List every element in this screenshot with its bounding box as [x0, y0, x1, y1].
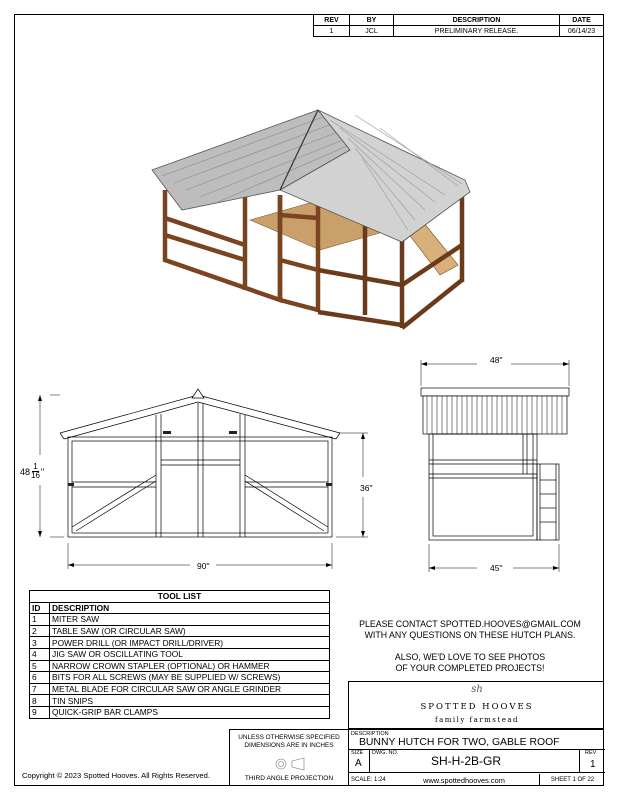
tool-description: NARROW CROWN STAPLER (OPTIONAL) OR HAMMER: [50, 660, 330, 672]
rev-cell: JCL: [350, 26, 394, 37]
tool-id: 8: [30, 695, 50, 707]
side-roof: [423, 396, 567, 434]
rev-cell: 06/14/23: [560, 26, 604, 37]
front-roof-line: [60, 395, 340, 433]
rev-header-description: DESCRIPTION: [394, 15, 560, 26]
drawing-size: A: [355, 758, 362, 769]
title-block: [348, 729, 604, 786]
tool-id: 3: [30, 637, 50, 649]
side-body: [429, 434, 537, 540]
tool-row: [30, 672, 330, 684]
tool-description: METAL BLADE FOR CIRCULAR SAW OR ANGLE GRINDER: [50, 683, 330, 695]
contact-line: WITH ANY QUESTIONS ON THESE HUTCH PLANS.: [364, 630, 576, 640]
isometric-view: [140, 100, 480, 340]
ramp-right: [245, 475, 328, 527]
tool-row: [30, 648, 330, 660]
rev-row: [314, 26, 604, 37]
contact-line: PLEASE CONTACT SPOTTED.HOOVES@GMAIL.COM: [359, 619, 581, 629]
tool-list-table: [29, 590, 330, 719]
rev-cell: PRELIMINARY RELEASE.: [394, 26, 560, 37]
spec-line: UNLESS OTHERWISE SPECIFIED: [238, 734, 340, 741]
logo-box: [348, 681, 604, 729]
tool-description: POWER DRILL (OR IMPACT DRILL/DRIVER): [50, 637, 330, 649]
tool-id: 4: [30, 648, 50, 660]
tool-id: 9: [30, 706, 50, 718]
dim-side-depth: 45": [490, 563, 503, 573]
size-label: SIZE: [351, 750, 364, 756]
rev-header-date: DATE: [560, 15, 604, 26]
tool-description: TABLE SAW (OR CIRCULAR SAW): [50, 625, 330, 637]
logo-tagline: family farmstead: [434, 716, 519, 724]
logo-name: SPOTTED HOOVES: [420, 702, 534, 712]
desc-label: DESCRIPTION: [351, 731, 389, 737]
tool-row: [30, 614, 330, 626]
third-angle-projection-icon: [274, 757, 306, 771]
tool-row: [30, 706, 330, 718]
website: www.spottedhooves.com: [423, 775, 505, 785]
tool-id: 1: [30, 614, 50, 626]
ramp-left: [72, 475, 156, 527]
tool-description: TIN SNIPS: [50, 695, 330, 707]
rev-header-by: BY: [350, 15, 394, 26]
sheet-number: SHEET 1 OF 22: [539, 774, 605, 786]
contact-note: [340, 619, 600, 674]
side-elevation-view: [415, 348, 575, 580]
tool-col-desc: DESCRIPTION: [50, 602, 330, 614]
tool-id: 2: [30, 625, 50, 637]
dwg-label: DWG. NO.: [372, 750, 399, 756]
spec-box: [229, 729, 349, 786]
scale-label: SCALE: 1:24: [351, 777, 386, 783]
drawing-description: BUNNY HUTCH FOR TWO, GABLE ROOF: [359, 737, 560, 748]
dim-height-unit: ": [40, 466, 45, 477]
rev-label: REV: [585, 750, 597, 756]
rev-cell: 1: [314, 26, 350, 37]
dim-front-height: [20, 463, 44, 480]
drawing-rev: 1: [590, 759, 596, 770]
tool-row: [30, 625, 330, 637]
tool-description: BITS FOR ALL SCREWS (MAY BE SUPPLIED W/ SCREWS): [50, 672, 330, 684]
tool-row: [30, 637, 330, 649]
front-elevation-view: [20, 385, 390, 585]
dim-wall-height: 36": [360, 483, 373, 493]
contact-line: ALSO, WE'D LOVE TO SEE PHOTOS: [394, 652, 546, 662]
tool-col-id: ID: [30, 602, 50, 614]
tool-list-title: TOOL LIST: [30, 591, 330, 603]
tool-description: JIG SAW OR OSCILLATING TOOL: [50, 648, 330, 660]
drawing-number: SH-H-2B-GR: [431, 754, 502, 768]
dim-height-fraction: [31, 463, 40, 480]
dim-height-denominator: 16: [31, 471, 40, 480]
rev-header-rev: REV: [314, 15, 350, 26]
dim-height-numerator: 1: [33, 462, 38, 471]
revision-table: [313, 14, 604, 37]
tool-description: MITER SAW: [50, 614, 330, 626]
copyright-notice: Copyright © 2023 Spotted Hooves. All Rights Reserved.: [22, 771, 210, 780]
dim-front-width: 90": [197, 561, 210, 571]
projection-label: THIRD ANGLE PROJECTION: [244, 775, 334, 782]
tool-id: 7: [30, 683, 50, 695]
dim-height-whole: 48: [20, 466, 31, 477]
spec-line: DIMENSIONS ARE IN INCHES: [244, 742, 334, 749]
tool-row: [30, 683, 330, 695]
tool-description: QUICK-GRIP BAR CLAMPS: [50, 706, 330, 718]
logo-monogram: sh: [471, 684, 483, 695]
contact-line: OF YOUR COMPLETED PROJECTS!: [395, 663, 545, 673]
tool-row: [30, 695, 330, 707]
tool-id: 5: [30, 660, 50, 672]
spec-note: [230, 734, 348, 750]
hinges: [68, 431, 332, 486]
tool-row: [30, 660, 330, 672]
dim-top-width: 48": [490, 355, 503, 365]
tool-id: 6: [30, 672, 50, 684]
